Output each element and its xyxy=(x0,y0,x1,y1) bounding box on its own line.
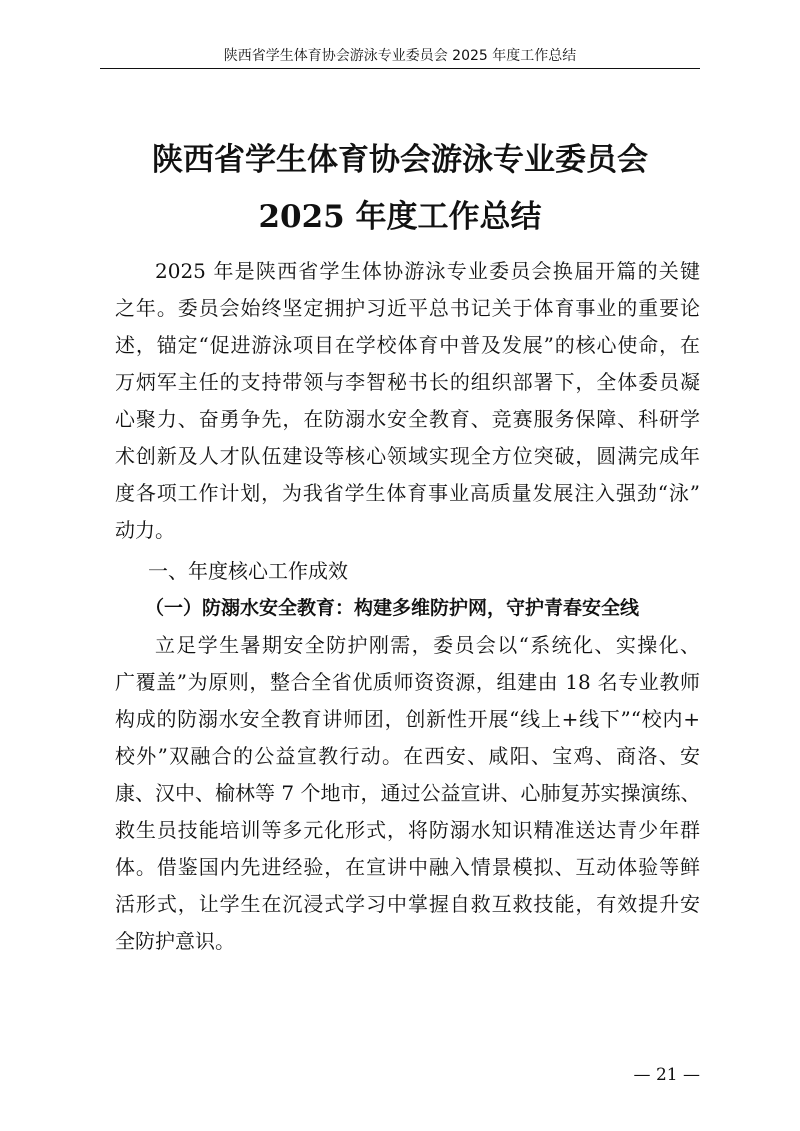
paragraph-line: 术创新及人才队伍建设等核心领域实现全方位突破，圆满完成年 xyxy=(115,444,700,468)
paragraph-line: 心聚力、奋勇争先，在防溺水安全教育、竞赛服务保障、科研学 xyxy=(115,407,700,431)
paragraph-line: 述，锚定“促进游泳项目在学校体育中普及发展”的核心使命，在 xyxy=(115,333,700,357)
paragraph-line: 康、汉中、榆林等 7 个地市，通过公益宣讲、心肺复苏实操演练、 xyxy=(115,781,700,805)
paragraph-line: 体。借鉴国内先进经验，在宣讲中融入情景模拟、互动体验等鲜 xyxy=(115,855,700,879)
header-divider xyxy=(100,68,700,69)
paragraph-line: 校外”双融合的公益宣教行动。在西安、咸阳、宝鸡、商洛、安 xyxy=(115,744,700,768)
paragraph-line: 2025 年是陕西省学生体协游泳专业委员会换届开篇的关键 xyxy=(155,259,700,283)
subsection-heading: （一）防溺水安全教育：构建多维防护网，守护青春安全线 xyxy=(145,597,640,619)
document-title: 陕西省学生体育协会游泳专业委员会 xyxy=(152,142,648,178)
paragraph-line: 度各项工作计划，为我省学生体育事业高质量发展注入强劲“泳” xyxy=(115,481,700,505)
paragraph-line: 救生员技能培训等多元化形式，将防溺水知识精准送达青少年群 xyxy=(115,818,700,842)
paragraph-line: 动力。 xyxy=(115,518,175,542)
paragraph-line: 全防护意识。 xyxy=(115,929,235,953)
paragraph-line: 立足学生暑期安全防护刚需，委员会以“系统化、实操化、 xyxy=(155,633,700,657)
document-subtitle: 2025 年度工作总结 xyxy=(258,199,542,235)
paragraph-line: 构成的防溺水安全教育讲师团，创新性开展“线上+线下”“校内+ xyxy=(115,707,700,731)
paragraph-line: 活形式，让学生在沉浸式学习中掌握自救互救技能，有效提升安 xyxy=(115,892,700,916)
page-number: — 21 — xyxy=(633,1065,700,1085)
paragraph-line: 广覆盖”为原则，整合全省优质师资资源，组建由 18 名专业教师 xyxy=(115,670,700,694)
running-header: 陕西省学生体育协会游泳专业委员会 2025 年度工作总结 xyxy=(223,48,577,64)
section-heading: 一、年度核心工作成效 xyxy=(148,559,348,583)
paragraph-line: 之年。委员会始终坚定拥护习近平总书记关于体育事业的重要论 xyxy=(115,296,700,320)
paragraph-line: 万炳军主任的支持带领与李智秘书长的组织部署下，全体委员凝 xyxy=(115,370,700,394)
